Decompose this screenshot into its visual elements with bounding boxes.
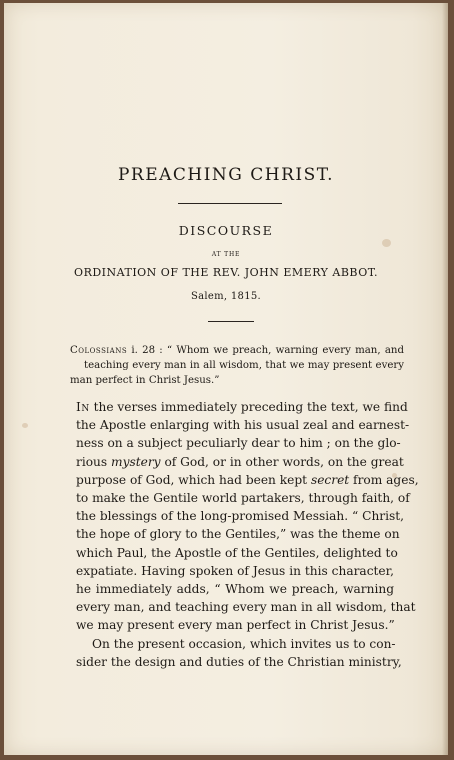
body-line: rious mystery of God, or in other words, on the great xyxy=(76,454,404,469)
page-title: PREACHING CHRIST. xyxy=(117,165,335,185)
epigraph-line: teaching every man in all wisdom, that we may present every xyxy=(84,360,404,371)
epigraph-line: Colossians i. 28 : “ Whom we preach, warning every man, and xyxy=(70,345,404,356)
body-line: purpose of God, which had been kept secret from ages, xyxy=(76,472,419,487)
body-line: he immediately adds, “ Whom we preach, warning xyxy=(76,582,394,597)
body-line: to make the Gentile world partakers, through faith, of xyxy=(76,491,410,506)
emphasis-mystery: mystery xyxy=(111,454,161,469)
body-text xyxy=(76,398,419,671)
foxing-spot xyxy=(382,239,391,247)
title-rule xyxy=(178,203,282,204)
page-edge-shadow xyxy=(442,3,448,755)
body-line: In the verses immediately preceding the text, we find xyxy=(76,400,408,414)
body-line: sider the design and duties of the Christian ministry, xyxy=(76,654,402,669)
body-line: every man, and teaching every man in all wisdom, that xyxy=(76,600,416,615)
body-line: the hope of glory to the Gentiles,” was the theme on xyxy=(76,527,400,542)
epigraph-line: man perfect in Christ Jesus.” xyxy=(70,375,220,386)
epigraph xyxy=(70,343,404,388)
heading-rule xyxy=(208,321,254,322)
lead-word: In xyxy=(76,400,90,414)
body-line: we may present every man perfect in Christ Jesus.” xyxy=(76,618,395,633)
foxing-spot xyxy=(22,423,28,428)
discourse-heading: DISCOURSE xyxy=(178,223,274,238)
book-page xyxy=(4,3,448,755)
place-date: Salem, 1815. xyxy=(191,291,261,302)
ordination-heading: ORDINATION OF THE REV. JOHN EMERY ABBOT. xyxy=(74,266,378,279)
body-line: On the present occasion, which invites us to con- xyxy=(92,636,396,651)
emphasis-secret: secret xyxy=(310,472,350,487)
body-line: expatiate. Having spoken of Jesus in this character, xyxy=(76,563,394,578)
body-line: the Apostle enlarging with his usual zeal and earnest- xyxy=(76,418,410,433)
body-line: ness on a subject peculiarly dear to him ; on the glo- xyxy=(76,436,401,451)
body-line: the blessings of the long-promised Messiah. “ Christ, xyxy=(76,509,405,524)
at-the-label: AT THE xyxy=(211,251,241,258)
epigraph-reference: Colossians xyxy=(70,345,128,356)
body-line: which Paul, the Apostle of the Gentiles, delighted to xyxy=(76,545,398,560)
